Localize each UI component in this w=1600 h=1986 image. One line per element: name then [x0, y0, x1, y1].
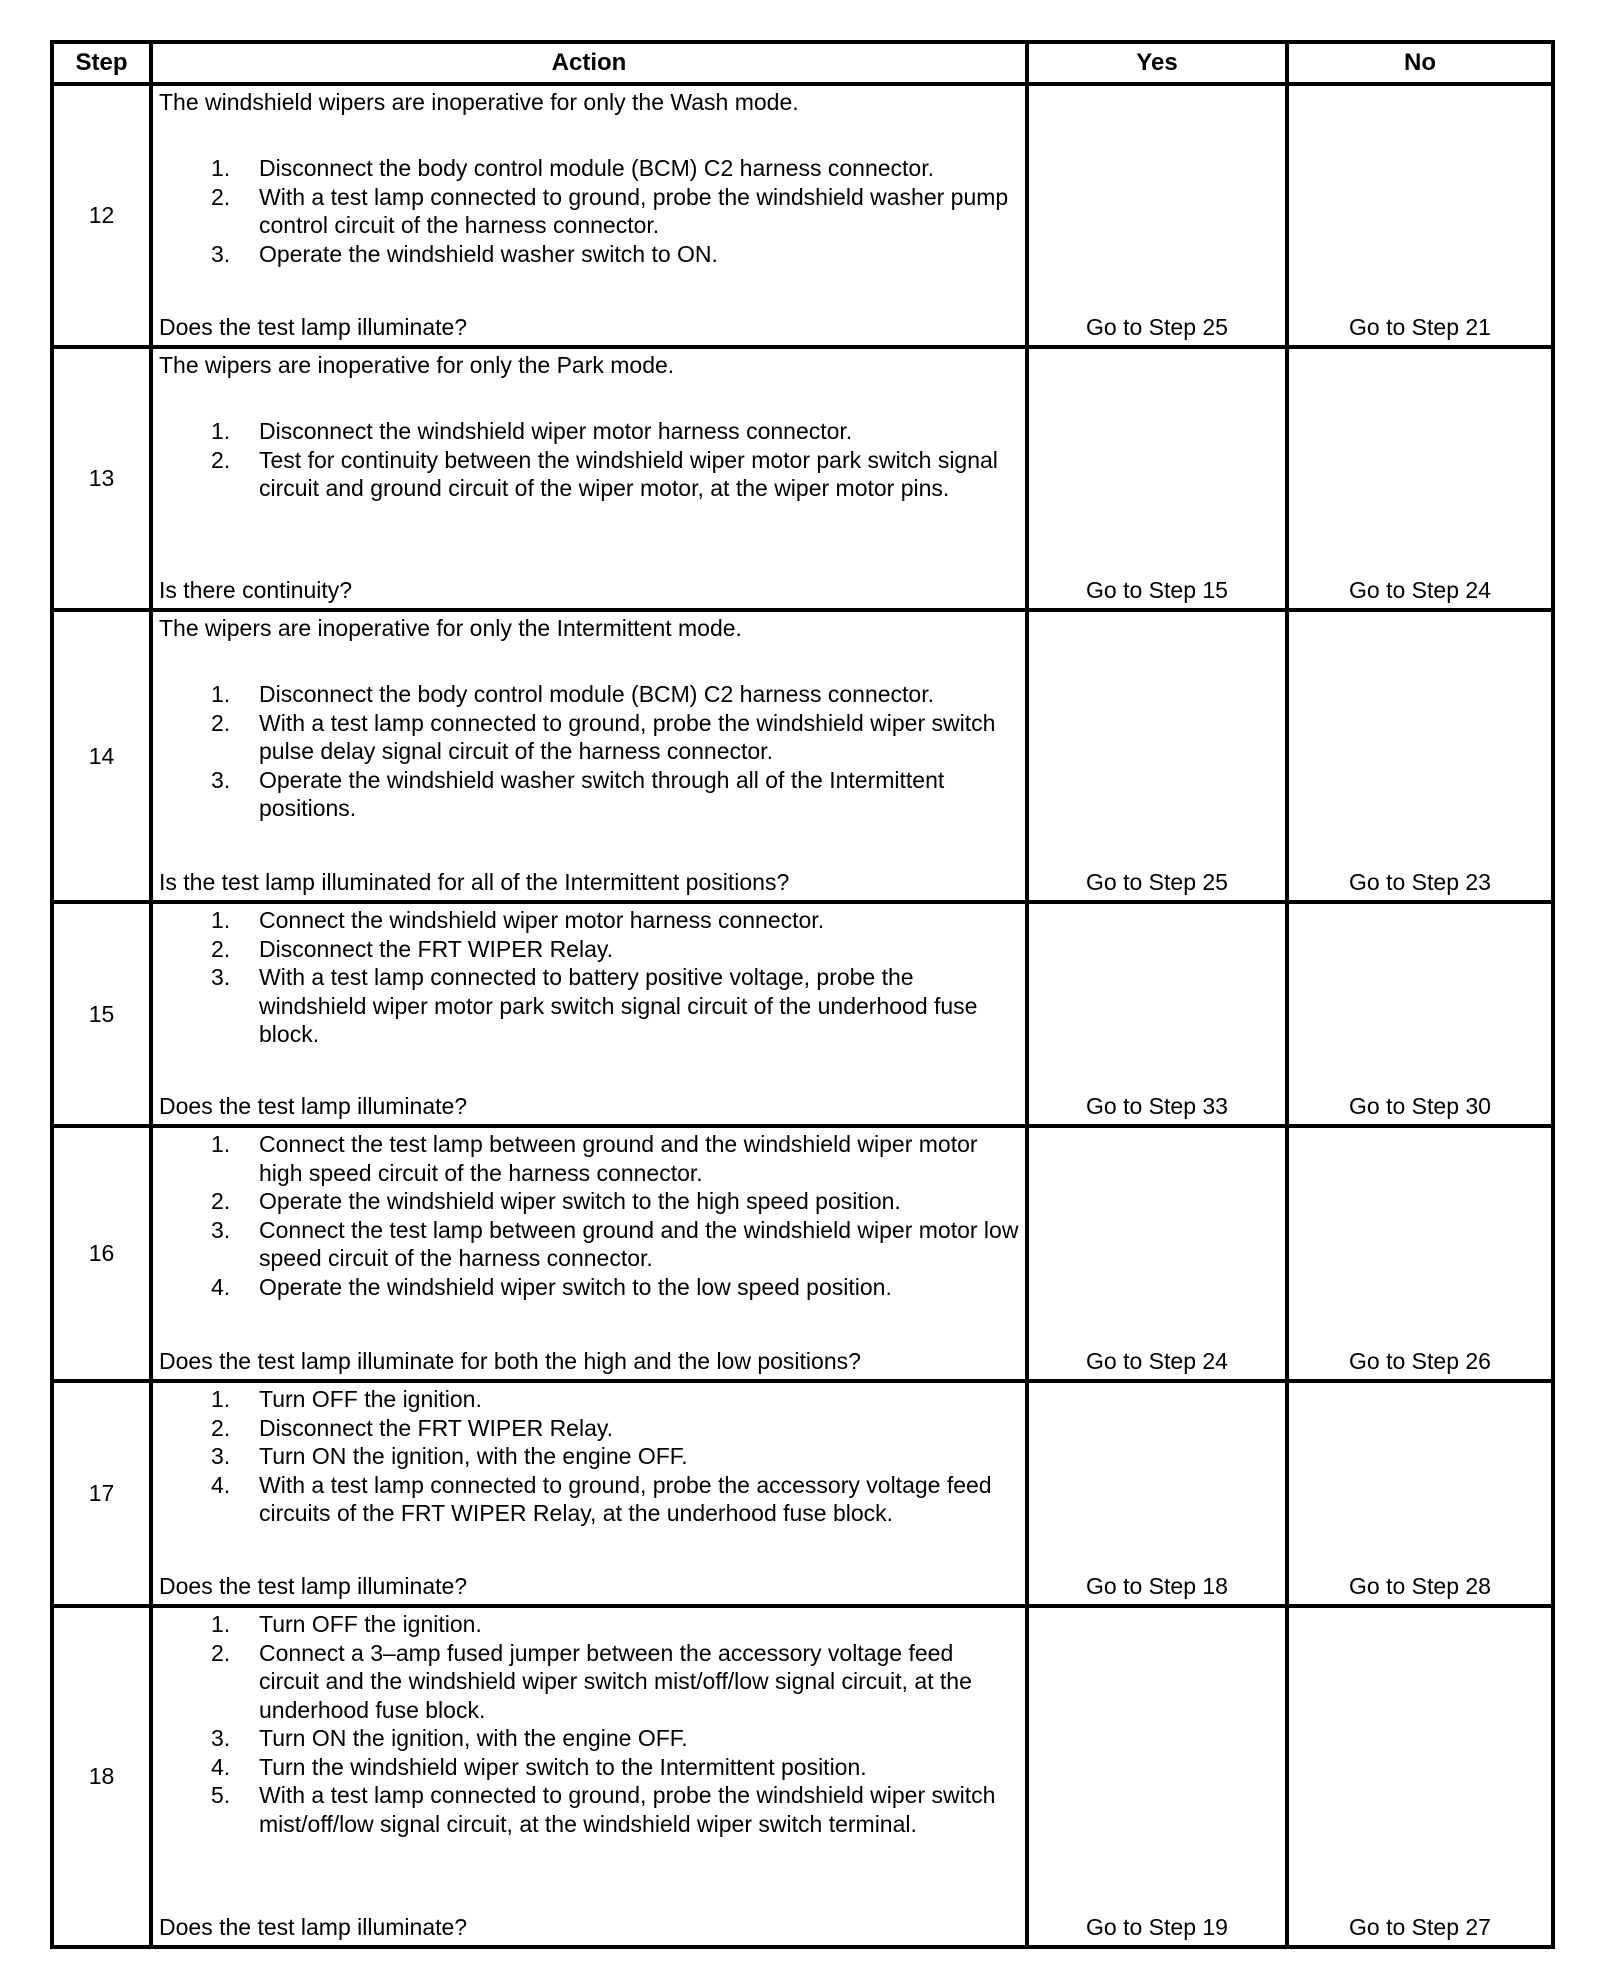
procedure-step	[159, 766, 1019, 823]
action-cell	[151, 902, 1027, 1126]
procedure-step	[159, 1471, 1019, 1528]
action-question: Does the test lamp illuminate?	[159, 1914, 468, 1940]
table-row	[52, 610, 1553, 902]
procedure-step-number: 2.	[211, 1639, 231, 1666]
procedure-step	[159, 183, 1019, 240]
step-number: 14	[52, 610, 151, 902]
no-result: Go to Step 23	[1287, 610, 1553, 902]
action-cell	[151, 610, 1027, 902]
procedure-step	[159, 1442, 1019, 1471]
step-number: 15	[52, 902, 151, 1126]
procedure-step	[159, 240, 1019, 269]
header-step: Step	[52, 42, 151, 84]
step-number: 18	[52, 1606, 151, 1947]
yes-result: Go to Step 25	[1027, 84, 1287, 347]
procedure-step-number: 5.	[211, 1782, 231, 1808]
procedure-step-text: With a test lamp connected to battery positive voltage, probe the windshield wiper motor park switch signal circuit of the underhood fuse block.	[259, 964, 978, 1047]
procedure-step-text: Disconnect the FRT WIPER Relay.	[259, 935, 614, 962]
procedure-step	[159, 1187, 1019, 1216]
procedure-step	[159, 906, 1019, 935]
procedure-step-text: Turn the windshield wiper switch to the Intermittent position.	[259, 1753, 867, 1780]
step-number: 12	[52, 84, 151, 347]
procedure-step-text: Operate the windshield washer switch to ON.	[259, 240, 718, 267]
procedure-list	[159, 154, 1019, 268]
procedure-step	[159, 935, 1019, 964]
table-row	[52, 84, 1553, 347]
procedure-step-number: 1.	[211, 155, 231, 181]
action-cell	[151, 347, 1027, 610]
procedure-step-text: Turn OFF the ignition.	[259, 1611, 482, 1637]
no-result: Go to Step 30	[1287, 902, 1553, 1126]
table-row	[52, 347, 1553, 610]
procedure-step-number: 2.	[211, 935, 231, 962]
diagnostic-table	[50, 40, 1555, 1949]
action-cell	[151, 1606, 1027, 1947]
procedure-step	[159, 1639, 1019, 1725]
yes-result: Go to Step 18	[1027, 1381, 1287, 1606]
action-cell	[151, 1381, 1027, 1606]
procedure-step	[159, 680, 1019, 709]
procedure-step-text: Operate the windshield wiper switch to the high speed position.	[259, 1188, 901, 1214]
procedure-step-text: Disconnect the FRT WIPER Relay.	[259, 1414, 614, 1441]
procedure-step-number: 3.	[211, 766, 231, 793]
procedure-step-number: 4.	[211, 1471, 231, 1498]
procedure-step-number: 3.	[211, 1216, 231, 1243]
table-header-row	[52, 42, 1553, 84]
procedure-step-number: 2.	[211, 1414, 231, 1441]
procedure-step-number: 3.	[211, 240, 231, 267]
procedure-step	[159, 446, 1019, 503]
yes-result: Go to Step 25	[1027, 610, 1287, 902]
procedure-list	[159, 906, 1019, 1049]
procedure-list	[159, 1385, 1019, 1528]
procedure-step-text: With a test lamp connected to ground, probe the windshield washer pump control circuit of the harness connector.	[259, 183, 1009, 238]
procedure-step	[159, 1753, 1019, 1782]
procedure-step	[159, 1724, 1019, 1753]
procedure-step-text: Connect a 3–amp fused jumper between the accessory voltage feed circuit and the windshield wiper switch mist/off/low signal circuit, at the underhood fuse block.	[259, 1639, 972, 1723]
yes-result: Go to Step 15	[1027, 347, 1287, 610]
no-result: Go to Step 27	[1287, 1606, 1553, 1947]
procedure-step-text: Operate the windshield washer switch through all of the Intermittent positions.	[259, 766, 945, 821]
procedure-step	[159, 417, 1019, 446]
procedure-step-number: 2.	[211, 1188, 231, 1214]
step-number: 13	[52, 347, 151, 610]
procedure-step-number: 4.	[211, 1753, 231, 1780]
procedure-step	[159, 154, 1019, 183]
action-question: Does the test lamp illuminate?	[159, 1093, 468, 1119]
procedure-step-number: 3.	[211, 964, 231, 990]
action-question: Does the test lamp illuminate for both the high and the low positions?	[159, 1348, 861, 1374]
action-question: Is there continuity?	[159, 577, 353, 603]
procedure-list	[159, 417, 1019, 503]
procedure-list	[159, 680, 1019, 823]
procedure-list	[159, 1610, 1019, 1838]
no-result: Go to Step 26	[1287, 1126, 1553, 1381]
procedure-step-text: Connect the test lamp between ground and the windshield wiper motor low speed circuit of the harness connector.	[259, 1216, 1019, 1271]
action-question: Is the test lamp illuminated for all of the Intermittent positions?	[159, 869, 790, 895]
step-number: 17	[52, 1381, 151, 1606]
procedure-step-text: Connect the windshield wiper motor harness connector.	[259, 907, 825, 933]
header-no: No	[1287, 42, 1553, 84]
action-cell	[151, 84, 1027, 347]
table-body	[52, 84, 1553, 1947]
procedure-step-text: With a test lamp connected to ground, probe the windshield wiper switch mist/off/low signal circuit, at the windshield wiper switch terminal.	[259, 1782, 996, 1837]
procedure-step-number: 1.	[211, 1611, 231, 1637]
yes-result: Go to Step 24	[1027, 1126, 1287, 1381]
procedure-step-number: 2.	[211, 183, 231, 210]
procedure-step-text: Turn ON the ignition, with the engine OFF.	[259, 1443, 688, 1469]
procedure-step	[159, 1385, 1019, 1414]
procedure-step-text: With a test lamp connected to ground, probe the accessory voltage feed circuits of the FRT WIPER Relay, at the underhood fuse block.	[259, 1471, 992, 1526]
action-intro: The windshield wipers are inoperative for only the Wash mode.	[159, 89, 799, 115]
procedure-step-number: 1.	[211, 418, 231, 444]
no-result: Go to Step 21	[1287, 84, 1553, 347]
procedure-step-number: 1.	[211, 681, 231, 707]
procedure-step-number: 2.	[211, 446, 231, 473]
procedure-step-number: 1.	[211, 1131, 231, 1157]
procedure-step-text: Connect the test lamp between ground and the windshield wiper motor high speed circuit of the harness connector.	[259, 1131, 978, 1186]
procedure-step-text: Disconnect the body control module (BCM) C2 harness connector.	[259, 681, 934, 707]
yes-result: Go to Step 19	[1027, 1606, 1287, 1947]
table-row	[52, 902, 1553, 1126]
procedure-step	[159, 1130, 1019, 1187]
header-yes: Yes	[1027, 42, 1287, 84]
procedure-step-text: Turn ON the ignition, with the engine OFF.	[259, 1725, 688, 1751]
procedure-step-text: Test for continuity between the windshield wiper motor park switch signal circuit and ground circuit of the wiper motor, at the wiper motor pins.	[259, 446, 998, 501]
procedure-step-text: Operate the windshield wiper switch to the low speed position.	[259, 1273, 892, 1300]
procedure-step-number: 1.	[211, 1386, 231, 1412]
procedure-list	[159, 1130, 1019, 1301]
step-number: 16	[52, 1126, 151, 1381]
procedure-step-text: Disconnect the body control module (BCM) C2 harness connector.	[259, 155, 934, 181]
action-intro: The wipers are inoperative for only the Park mode.	[159, 352, 675, 378]
no-result: Go to Step 28	[1287, 1381, 1553, 1606]
procedure-step-number: 3.	[211, 1443, 231, 1469]
procedure-step-text: Disconnect the windshield wiper motor harness connector.	[259, 418, 853, 444]
action-intro: The wipers are inoperative for only the Intermittent mode.	[159, 615, 742, 641]
procedure-step	[159, 963, 1019, 1049]
procedure-step	[159, 709, 1019, 766]
procedure-step-text: Turn OFF the ignition.	[259, 1386, 482, 1412]
procedure-step	[159, 1273, 1019, 1302]
table-row	[52, 1381, 1553, 1606]
yes-result: Go to Step 33	[1027, 902, 1287, 1126]
action-cell	[151, 1126, 1027, 1381]
procedure-step	[159, 1414, 1019, 1443]
procedure-step-number: 4.	[211, 1273, 231, 1300]
procedure-step-text: With a test lamp connected to ground, probe the windshield wiper switch pulse delay signal circuit of the harness connector.	[259, 709, 996, 764]
header-action: Action	[151, 42, 1027, 84]
action-question: Does the test lamp illuminate?	[159, 1573, 468, 1599]
table-row	[52, 1126, 1553, 1381]
procedure-step-number: 1.	[211, 907, 231, 933]
procedure-step	[159, 1216, 1019, 1273]
table-row	[52, 1606, 1553, 1947]
no-result: Go to Step 24	[1287, 347, 1553, 610]
procedure-step	[159, 1610, 1019, 1639]
procedure-step	[159, 1781, 1019, 1838]
procedure-step-number: 3.	[211, 1725, 231, 1751]
procedure-step-number: 2.	[211, 709, 231, 736]
action-question: Does the test lamp illuminate?	[159, 314, 468, 340]
